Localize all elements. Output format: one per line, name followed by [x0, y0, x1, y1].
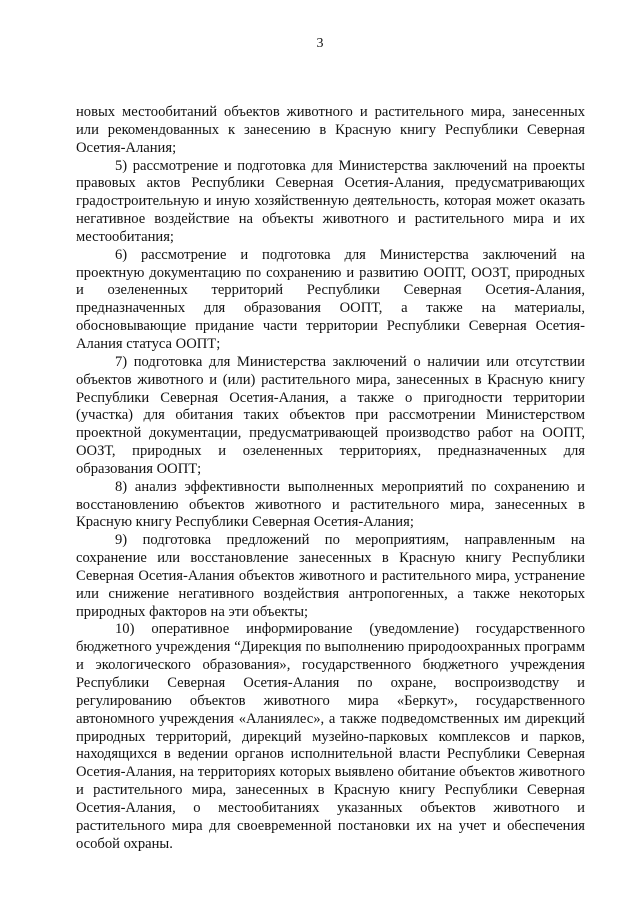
document-body — [76, 104, 585, 853]
paragraph-item-6: 6) рассмотрение и подготовка для Министерства заключений на проектную документацию по сохранению и развитию ООПТ, ООЗТ, природных и озелененных территорий Республики Северная Осетия-Алания, предназначенных для образования ООПТ, а также на материалы, обосновывающие придание части территории Республики Северная Осетия-Алания статуса ООПТ; — [76, 246, 585, 352]
paragraph-item-7: 7) подготовка для Министерства заключений о наличии или отсутствии объектов животного и (или) растительного мира, занесенных в Красную книгу Республики Северная Осетия-Алания, а также о пригодности территории (участка) для обитания таких объектов при рассмотрении Министерством проектной документации, предусматривающей производство работ на ООПТ, ООЗТ, природных и озелененных территориях, предназначенных для образования ООПТ; — [76, 353, 585, 477]
paragraph-item-5: 5) рассмотрение и подготовка для Министерства заключений на проекты правовых актов Республики Северная Осетия-Алания, предусматривающих градостроительную и иную хозяйственную деятельность, которая может оказать негативное воздействие на объекты животного и растительного мира и их местообитания; — [76, 157, 585, 245]
paragraph-item-10: 10) оперативное информирование (уведомление) государственного бюджетного учреждения “Дирекция по выполнению природоохранных программ и экологического образования», государственного бюджетного учреждения Республики Северная Осетия-Алания по охране, воспроизводству и регулированию объектов животного мира «Беркут», государственного автономного учреждения «Аланиялес», а также подведомственных им дирекций природных территорий, дирекций музейно-парковых комплексов и парков, находящихся в ведении органов исполнительной власти Республики Северная Осетия-Алания, на территориях которых выявлено обитание объектов животного и растительного мира, занесенных в Красную книгу Республики Северная Осетия-Алания, о местообитаниях указанных объектов животного и растительного мира для своевременной постановки их на учет и обеспечения особой охраны. — [76, 621, 585, 852]
paragraph-continuation: новых местообитаний объектов животного и растительного мира, занесенных или рекомендованных к занесению в Красную книгу Республики Северная Осетия-Алания; — [76, 104, 585, 156]
paragraph-item-9: 9) подготовка предложений по мероприятиям, направленным на сохранение или восстановление занесенных в Красную книгу Республики Северная Осетия-Алания объектов животного и растительного мира, устранение или снижение негативного воздействия антропогенных, а также некоторых природных факторов на эти объекты; — [76, 532, 585, 620]
page-number: 3 — [316, 36, 324, 51]
paragraph-item-8: 8) анализ эффективности выполненных мероприятий по сохранению и восстановлению объектов животного и растительного мира, занесенных в Красную книгу Республики Северная Осетия-Алания; — [76, 478, 585, 531]
